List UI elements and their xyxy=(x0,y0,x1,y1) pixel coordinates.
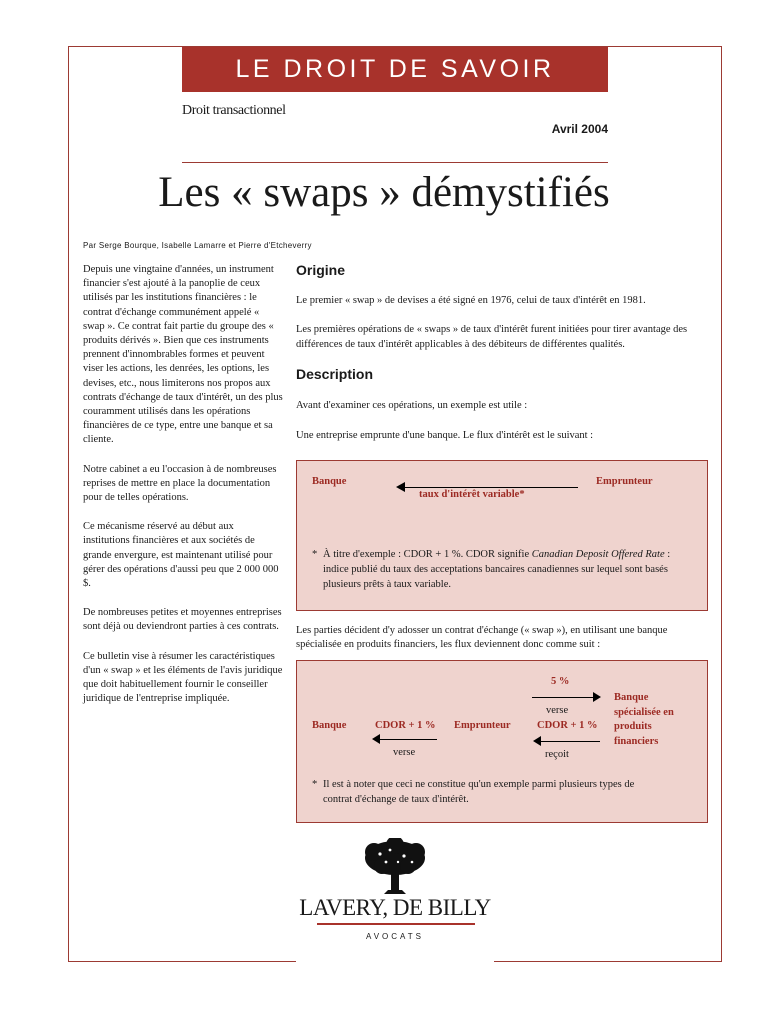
origine-paragraph-2: Les premières opérations de « swaps » de taux d'intérêt furent initiées pour tirer avantage des différences de taux d'intérêt applicables à des débiteurs de différentes qualités. xyxy=(296,324,688,350)
firm-name: LAVERY, DE BILLY xyxy=(299,895,491,920)
label-emprunteur: Emprunteur xyxy=(596,476,653,487)
left-paragraph: Ce bulletin vise à résumer les caractéristiques d'un « swap » et les éléments de l'avis juridique que doit habituellement fournir le conseiller juridique de l'entreprise impliquée. xyxy=(83,650,283,705)
arrow-right-icon xyxy=(593,692,601,702)
arrow-line xyxy=(532,697,594,698)
label-banque: Banque xyxy=(312,476,347,487)
section-label: Droit transactionnel xyxy=(182,103,286,118)
firm-subtitle: AVOCATS xyxy=(365,932,425,941)
label-verse-right: verse xyxy=(546,705,569,716)
left-column xyxy=(83,263,283,721)
spec-line: Banque xyxy=(614,692,649,703)
spec-line: produits xyxy=(614,721,652,732)
note-text: Il est à noter que ceci ne constitue qu'un exemple parmi plusieurs types de contrat d'échange de taux d'intérêt. xyxy=(323,779,635,805)
label-recoit: reçoit xyxy=(545,749,569,760)
arrow-line xyxy=(379,739,437,740)
note-text-b: : indice publié du taux des acceptations bancaires canadiennes sur lequel sont basés plusieurs prêts à taux variable. xyxy=(323,549,671,590)
label-banque-specialisee xyxy=(614,691,674,749)
authors-line: Par Serge Bourque, Isabelle Lamarre et Pierre d'Etcheverry xyxy=(83,241,312,250)
note-star: * xyxy=(312,779,318,790)
label-verse-left: verse xyxy=(393,747,416,758)
flow-diagram-2 xyxy=(296,660,708,823)
left-paragraph: Notre cabinet a eu l'occasion à de nombreuses reprises de mettre en place la documentation pour de telles opérations. xyxy=(83,463,277,504)
origine-paragraph-1: Le premier « swap » de devises a été signé en 1976, celui de taux d'intérêt en 1981. xyxy=(296,295,646,306)
label-taux-variable: taux d'intérêt variable* xyxy=(419,489,525,500)
label-cdor-right: CDOR + 1 % xyxy=(537,720,598,731)
newsletter-banner: LE DROIT DE SAVOIR xyxy=(182,47,608,92)
article-title: Les « swaps » démystifiés xyxy=(158,169,610,216)
heading-description: Description xyxy=(296,366,374,382)
spec-line: spécialisée en xyxy=(614,706,674,718)
tree-logo-icon xyxy=(360,838,430,896)
label-banque: Banque xyxy=(312,720,347,731)
note-text-italic: Canadian Deposit Offered Rate xyxy=(531,549,665,560)
heading-origine: Origine xyxy=(296,262,346,278)
note-text-a: À titre d'exemple : CDOR + 1 %. CDOR signifie xyxy=(323,549,532,560)
description-paragraph-1: Avant d'examiner ces opérations, un exemple est utile : xyxy=(296,400,528,411)
frame-gap xyxy=(296,955,494,969)
description-paragraph-2: Une entreprise emprunte d'une banque. Le flux d'intérêt est le suivant : xyxy=(296,430,594,441)
description-paragraph-3: Les parties décident d'y adosser un contrat d'échange (« swap »), en utilisant une banque spécialisée en produits financiers, les flux deviennent donc comme suit : xyxy=(296,625,668,650)
header-rule xyxy=(182,162,608,163)
note-star: * xyxy=(312,549,318,560)
arrow-left-icon xyxy=(372,734,380,744)
left-paragraph: De nombreuses petites et moyennes entreprises sont déjà ou deviendront parties à ces contrats. xyxy=(83,607,282,633)
issue-date: Avril 2004 xyxy=(551,122,608,136)
arrow-line xyxy=(540,741,600,742)
label-cdor-left: CDOR + 1 % xyxy=(375,720,436,731)
flow-diagram-1 xyxy=(296,460,708,611)
arrow-left-icon xyxy=(533,736,541,746)
arrow-left-icon xyxy=(396,482,405,492)
note-text xyxy=(323,547,693,592)
label-five-percent: 5 % xyxy=(551,676,570,687)
firm-rule xyxy=(317,923,475,925)
arrow-line xyxy=(403,487,578,488)
label-emprunteur: Emprunteur xyxy=(454,720,511,731)
left-paragraph: Ce mécanisme réservé au début aux institutions financières et aux sociétés de grande envergure, est maintenant utilisé pour gérer des opérations d'aussi peu que 2 000 000 $. xyxy=(83,521,279,590)
left-paragraph: Depuis une vingtaine d'années, un instrument financier s'est ajouté à la panoplie de ceux utilisés par les institutions financières : le contrat d'échange communément appelé « swap ». Ce contrat fait partie du groupe des « produits dérivés ». Bien que ces instruments prennent d'innombrables formes et peuvent viser les actions, les denrées, les options, les devises, etc., nous limiterons nos propos aux contrats d'échange de taux d'intérêt, un des plus couramment utilisés dans les opérations financières de ce type, entre une banque et sa cliente. xyxy=(83,264,283,446)
spec-line: financiers xyxy=(614,735,659,747)
